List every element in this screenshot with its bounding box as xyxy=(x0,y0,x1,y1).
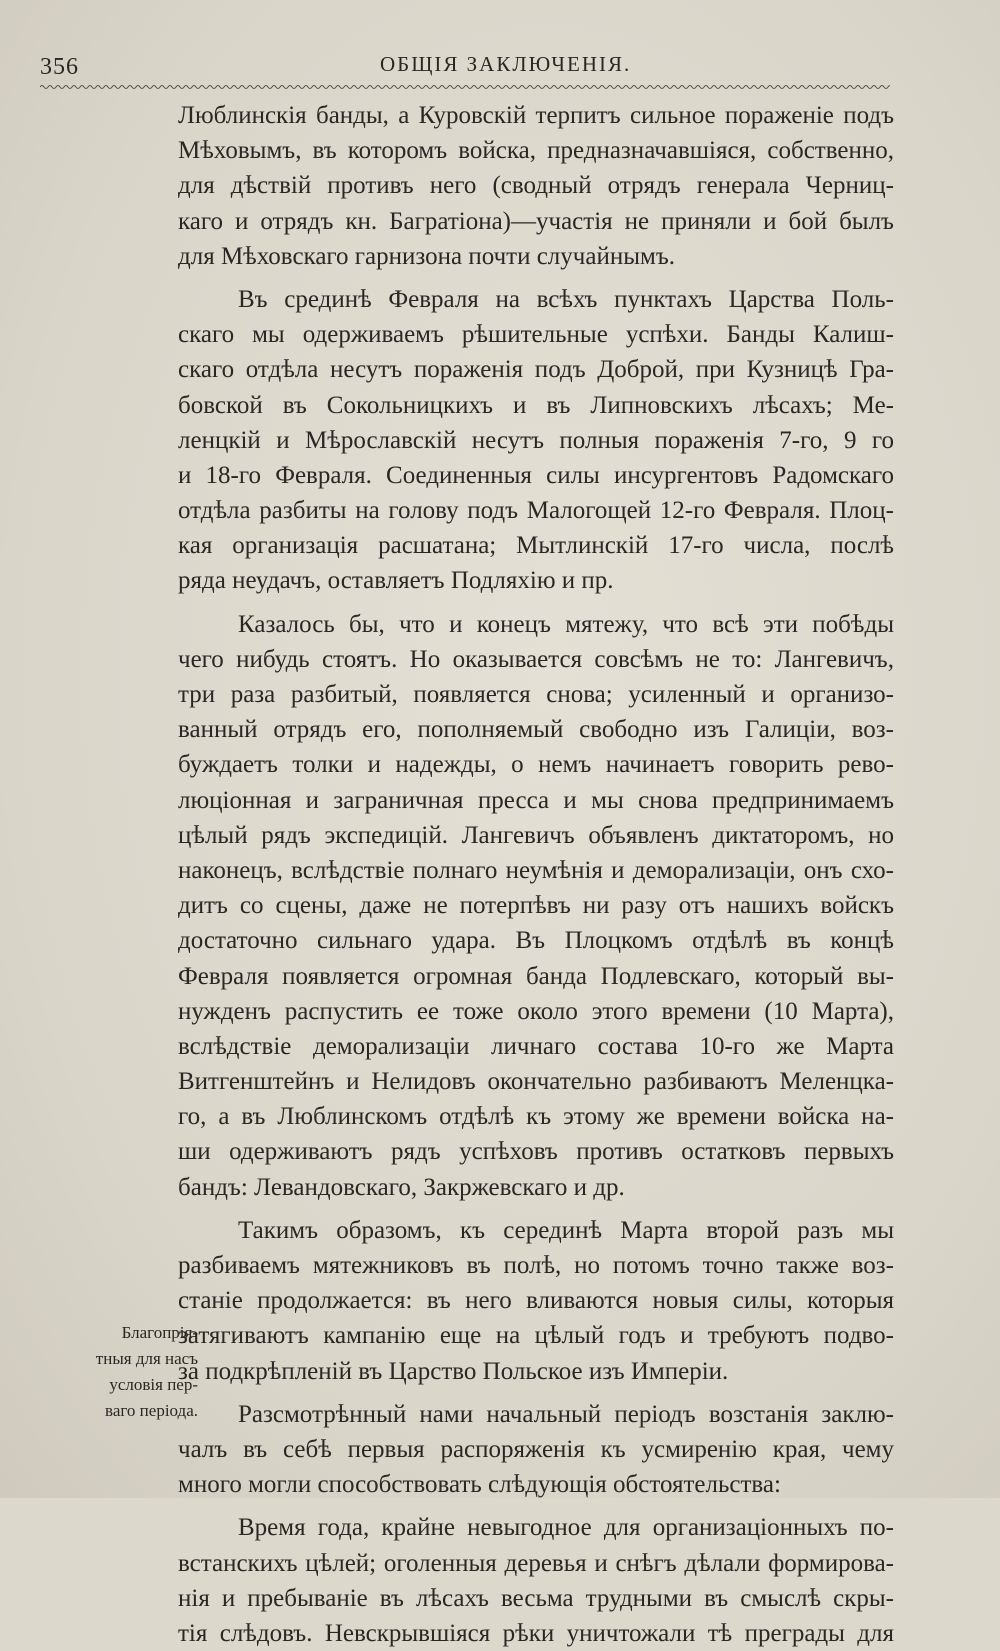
text-line: станіе продолжается: въ него вливаются новыя силы, которыя xyxy=(178,1287,894,1315)
paragraph-gap xyxy=(178,1389,894,1397)
margin-note-line: Благопрія- xyxy=(121,1323,198,1342)
text-line: каго и отрядъ кн. Багратіона)—участія не приняли и бой былъ xyxy=(178,207,894,235)
text-line: бандъ: Левандовскаго, Закржевскаго и др. xyxy=(178,1173,625,1201)
text-line: чего нибудь стоятъ. Но оказывается совсѣмъ не то: Лангевичъ, xyxy=(178,645,894,673)
wavy-rule xyxy=(40,82,890,92)
text-line: разбиваемъ мятежниковъ въ полѣ, но потомъ точно также воз- xyxy=(178,1252,894,1279)
text-line: люціонная и заграничная пресса и мы снова предпринимаемъ xyxy=(178,786,894,814)
text-line: нужденъ распустить ее тоже около этого времени (10 Марта), xyxy=(178,997,894,1025)
text-line: Такимъ образомъ, къ серединѣ Марта второй разъ мы xyxy=(238,1216,894,1244)
text-line: отдѣла разбиты на голову подъ Малогощей 12-го Февраля. Плоц- xyxy=(178,497,894,525)
text-line: бовской въ Сокольницкихъ и въ Липновскихъ лѣсахъ; Ме- xyxy=(178,391,894,419)
page-number: 356 xyxy=(40,54,79,80)
text-line: цѣлый рядъ экспедицій. Лангевичъ объявленъ диктаторомъ, но xyxy=(178,821,894,849)
text-line: достаточно сильнаго удара. Въ Плоцкомъ отдѣлѣ въ концѣ xyxy=(178,927,894,955)
running-title: ОБЩІЯ ЗАКЛЮЧЕНІЯ. xyxy=(380,52,632,76)
text-line: три раза разбитый, появляется снова; усиленный и организо- xyxy=(178,681,894,708)
page-header xyxy=(40,48,900,78)
text-line: буждаетъ толки и надежды, о немъ начинаетъ говорить рево- xyxy=(178,751,894,779)
text-line: Февраля появляется огромная банда Подлевскаго, который вы- xyxy=(178,962,894,990)
text-line: наконецъ, вслѣдствіе полнаго неумѣнія и деморализаціи, онъ схо- xyxy=(178,856,894,884)
paragraph xyxy=(178,98,894,274)
paragraph-gap xyxy=(178,1502,894,1510)
paragraph xyxy=(178,607,894,1205)
paragraph xyxy=(178,1213,894,1389)
paragraph xyxy=(178,282,894,599)
text-line: за подкрѣпленій въ Царство Польское изъ Имперіи. xyxy=(178,1357,729,1385)
margin-note-line: условія пер- xyxy=(109,1375,198,1394)
paragraph-gap xyxy=(178,1205,894,1213)
text-line: ряда неудачъ, оставляетъ Подляхію и пр. xyxy=(178,567,614,595)
text-line: встанскихъ цѣлей; оголенныя деревья и снѣгъ дѣлали формирова- xyxy=(178,1549,894,1577)
text-line: Мѣховымъ, въ которомъ войска, предназначавшіяся, собственно, xyxy=(178,137,894,165)
text-line: Люблинскія банды, а Куровскій терпитъ сильное пораженіе подъ xyxy=(178,102,894,129)
margin-note-line: тныя для насъ xyxy=(95,1349,198,1368)
text-line: чалъ въ себѣ первыя распоряженія къ усмиренію края, чему xyxy=(178,1435,894,1463)
text-line: затягиваютъ кампанію еще на цѣлый годъ и требуютъ подво- xyxy=(178,1322,894,1350)
margin-note xyxy=(82,1320,198,1424)
margin-note-line: ваго періода. xyxy=(105,1401,198,1420)
text-line: вслѣдствіе деморализаціи личнаго состава 10-го же Марта xyxy=(178,1032,894,1060)
text-line: Въ срединѣ Февраля на всѣхъ пунктахъ Царства Поль- xyxy=(238,285,894,313)
text-line: Время года, крайне невыгодное для организаціонныхъ по- xyxy=(238,1514,894,1542)
text-line: скаго мы одерживаемъ рѣшительные успѣхи. Банды Калиш- xyxy=(178,321,894,349)
text-line: ленцкій и Мѣрославскій несутъ полныя пораженія 7-го, 9 го xyxy=(178,426,894,454)
text-line: для дѣствій противъ него (сводный отрядъ генерала Черниц- xyxy=(178,172,894,200)
text-line: кая организація расшатана; Мытлинскій 17-го числа, послѣ xyxy=(178,532,894,560)
text-line: дитъ со сцены, даже не потерпѣвъ ни разу отъ нашихъ войскъ xyxy=(178,892,894,920)
paragraph xyxy=(178,1397,894,1503)
text-line: тія слѣдовъ. Невскрывшіяся рѣки уничтожали тѣ преграды для xyxy=(178,1619,894,1647)
text-line: скаго отдѣла несутъ пораженія подъ Доброй, при Кузницѣ Гра- xyxy=(178,356,894,384)
paragraph-gap xyxy=(178,599,894,607)
paragraph-gap xyxy=(178,274,894,282)
text-line: Разсмотрѣнный нами начальный періодъ возстанія заклю- xyxy=(238,1400,894,1428)
text-line: и 18-го Февраля. Соединенныя силы инсургентовъ Радомскаго xyxy=(178,461,894,489)
text-line: много могли способствовать слѣдующія обстоятельства: xyxy=(178,1471,781,1499)
body-text xyxy=(178,98,894,1651)
text-line: ванный отрядъ его, пополняемый свободно изъ Галиціи, воз- xyxy=(178,716,894,744)
paragraph xyxy=(178,1510,894,1651)
text-line: Казалось бы, что и конецъ мятежу, что всѣ эти побѣды xyxy=(238,610,894,638)
text-line: го, а въ Люблинскомъ отдѣлѣ къ этому же времени войска на- xyxy=(178,1103,894,1131)
text-line: ши одерживаютъ рядъ успѣховъ противъ остатковъ первыхъ xyxy=(178,1138,894,1166)
text-line: нія и пребываніе въ лѣсахъ весьма трудными въ смыслѣ скры- xyxy=(178,1584,894,1612)
text-line: Витгенштейнъ и Нелидовъ окончательно разбиваютъ Меленцка- xyxy=(178,1068,894,1096)
text-line: для Мѣховскаго гарнизона почти случайнымъ. xyxy=(178,242,676,270)
